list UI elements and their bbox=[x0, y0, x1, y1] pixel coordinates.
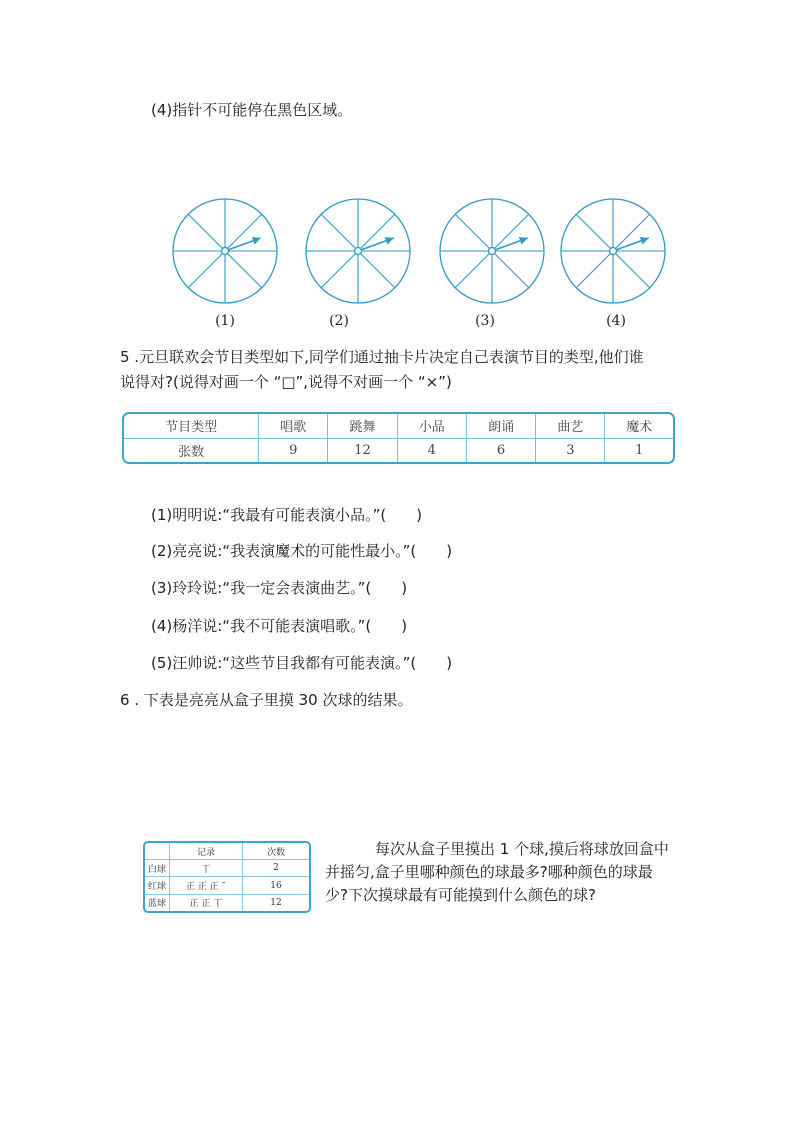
table-cell: 16 bbox=[243, 877, 310, 894]
q6-title: 6 . 下表是亮亮从盒子里摸 30 次球的结果。 bbox=[120, 691, 413, 709]
spinner-label-1: (1) bbox=[215, 313, 235, 329]
table-header-row bbox=[145, 843, 309, 860]
table-cell: 正 正 正 ¯ bbox=[170, 877, 243, 894]
table-cell: 2 bbox=[243, 860, 310, 877]
table-cell: 朗诵 bbox=[466, 414, 535, 438]
table-cell: 跳舞 bbox=[328, 414, 397, 438]
table-header-row bbox=[124, 414, 673, 438]
spinner-hub bbox=[610, 248, 617, 255]
table-cell: 12 bbox=[270, 897, 282, 908]
table-cell: 节目类型 bbox=[124, 414, 259, 438]
table-cell: 张数 bbox=[124, 438, 259, 462]
table-cell: 曲艺 bbox=[536, 414, 605, 438]
spinner-2 bbox=[303, 196, 413, 306]
table-cell: 3 bbox=[536, 438, 605, 462]
spinner-4 bbox=[558, 196, 668, 306]
spinner-hub bbox=[222, 248, 229, 255]
table-cell: 白球 bbox=[145, 860, 170, 877]
spinner-label-2: (2) bbox=[329, 313, 349, 329]
spinner-label-3: (3) bbox=[475, 313, 495, 329]
table-cell: 蓝球 bbox=[145, 894, 170, 911]
table-cell: 12 bbox=[328, 438, 397, 462]
spinner-1 bbox=[170, 196, 280, 306]
table-cell: 记录 bbox=[170, 843, 243, 860]
table-cell: 丅 bbox=[170, 860, 243, 877]
table-row bbox=[145, 877, 309, 894]
q5-item-4: (4)杨洋说:“我不可能表演唱歌。”( ) bbox=[151, 617, 408, 635]
program-type-table bbox=[122, 412, 675, 464]
q6-paragraph: 每次从盒子里摸出 1 个球,摸后将球放回盒中并摇匀,盒子里哪种颜色的球最多?哪种颜色的球最少?下次摸球最有可能摸到什么颜色的球? bbox=[325, 840, 669, 904]
table-cell: 1 bbox=[635, 442, 644, 458]
table-cell: 红球 bbox=[145, 877, 170, 894]
table-cell: 次数 bbox=[243, 843, 310, 860]
spinner-hub bbox=[489, 248, 496, 255]
table-cell: 4 bbox=[397, 438, 466, 462]
q5-item-2: (2)亮亮说:“我表演魔术的可能性最小。”( ) bbox=[151, 542, 453, 560]
q5-item-3: (3)玲玲说:“我一定会表演曲艺。”( ) bbox=[151, 579, 408, 597]
q5-line-2: 说得对?(说得对画一个 “□”,说得不对画一个 “×”) bbox=[120, 373, 452, 391]
table-cell bbox=[145, 843, 170, 860]
q4-item-4: (4)指针不可能停在黑色区域。 bbox=[151, 101, 353, 119]
table-row bbox=[145, 894, 309, 911]
table-cell: 魔术 bbox=[605, 414, 673, 438]
table-cell: 正 正 丅 bbox=[170, 894, 243, 911]
q5-line-1: 5 .元旦联欢会节目类型如下,同学们通过抽卡片决定自己表演节目的类型,他们谁 bbox=[120, 348, 644, 366]
q5-item-5: (5)汪帅说:“这些节目我都有可能表演。”( ) bbox=[151, 654, 453, 672]
spinner-3 bbox=[437, 196, 547, 306]
spinner-hub bbox=[355, 248, 362, 255]
ball-tally-table bbox=[143, 841, 311, 913]
table-row bbox=[124, 438, 673, 462]
table-cell: 唱歌 bbox=[259, 414, 328, 438]
q5-item-1: (1)明明说:“我最有可能表演小品。”( ) bbox=[151, 506, 423, 524]
table-cell: 9 bbox=[259, 438, 328, 462]
table-cell: 6 bbox=[466, 438, 535, 462]
spinner-label-4: (4) bbox=[606, 313, 626, 329]
table-row bbox=[145, 860, 309, 877]
table-cell: 小品 bbox=[397, 414, 466, 438]
